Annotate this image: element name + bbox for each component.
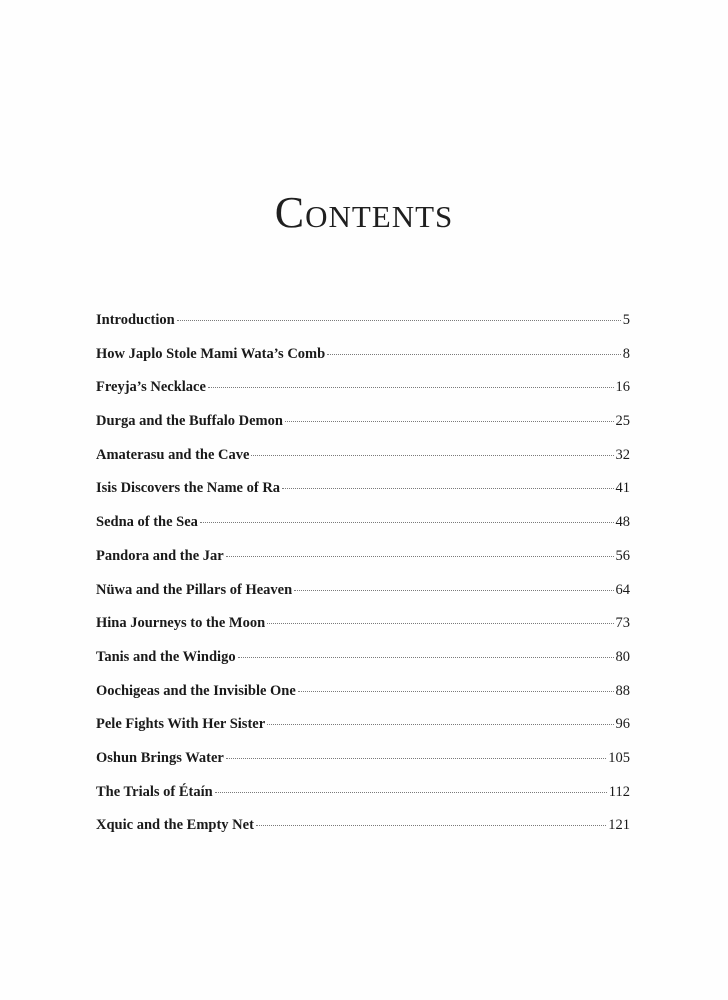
toc-entry-title: Pandora and the Jar [96, 547, 224, 564]
toc-entry-title: Xquic and the Empty Net [96, 817, 254, 834]
toc-entry [96, 817, 630, 851]
dot-leader [238, 657, 614, 658]
toc-entry-title: Amaterasu and the Cave [96, 446, 250, 463]
toc-entry-page-number: 64 [615, 581, 630, 598]
toc-entry [96, 548, 630, 582]
toc-entry-title: Sedna of the Sea [96, 514, 198, 531]
toc-entry-page-number: 73 [615, 615, 630, 632]
toc-entry [96, 683, 630, 717]
dot-leader [298, 691, 614, 692]
toc-entry [96, 346, 630, 380]
toc-entry-page-number: 16 [615, 379, 630, 396]
toc-entry [96, 480, 630, 514]
page-title: Contents [274, 188, 454, 238]
toc-entry-title: Oshun Brings Water [96, 749, 224, 766]
dot-leader [226, 758, 606, 759]
toc-entry [96, 312, 630, 346]
dot-leader [267, 724, 613, 725]
toc-entry-page-number: 105 [608, 749, 630, 766]
toc-entry-page-number: 88 [615, 682, 630, 699]
toc-entry-title: Oochigeas and the Invisible One [96, 682, 296, 699]
toc-entry [96, 615, 630, 649]
toc-entry-page-number: 56 [615, 547, 630, 564]
toc-entry-page-number: 48 [615, 514, 630, 531]
dot-leader [215, 792, 607, 793]
dot-leader [208, 387, 614, 388]
toc-entry-title: How Japlo Stole Mami Wata’s Comb [96, 345, 326, 362]
dot-leader [282, 488, 613, 489]
toc-entry [96, 716, 630, 750]
toc-entry-title: The Trials of Étaín [96, 783, 213, 800]
dot-leader [285, 421, 614, 422]
toc-entry-page-number: 32 [615, 446, 630, 463]
dot-leader [267, 623, 613, 624]
toc-entry-title: Hina Journeys to the Moon [96, 615, 266, 632]
toc-entry-title: Durga and the Buffalo Demon [96, 413, 283, 430]
toc-entry-page-number: 25 [615, 413, 630, 430]
toc-entry-title: Freyja’s Necklace [96, 379, 206, 396]
dot-leader [226, 556, 614, 557]
toc-entry [96, 413, 630, 447]
toc-entry-page-number: 41 [615, 480, 630, 497]
toc-entry-page-number: 112 [608, 783, 630, 800]
toc-entry-title: Introduction [96, 312, 175, 328]
toc-entry [96, 649, 630, 683]
toc-entry [96, 582, 630, 616]
toc-entry [96, 447, 630, 481]
toc-entry-title: Pele Fights With Her Sister [96, 716, 266, 733]
toc-entry-page-number: 96 [615, 716, 630, 733]
dot-leader [327, 354, 621, 355]
toc-entry-page-number: 121 [608, 817, 630, 834]
toc-entry [96, 750, 630, 784]
toc-entry-page-number: 5 [622, 312, 630, 328]
dot-leader [251, 455, 613, 456]
dot-leader [256, 825, 606, 826]
toc-entry [96, 784, 630, 818]
dot-leader [294, 590, 613, 591]
toc-entry-page-number: 80 [615, 648, 630, 665]
toc-entry [96, 379, 630, 413]
dot-leader [200, 522, 614, 523]
toc-entry-page-number: 8 [622, 345, 630, 362]
toc-entry [96, 514, 630, 548]
toc-entry-title: Tanis and the Windigo [96, 648, 236, 665]
table-of-contents [96, 312, 630, 851]
toc-entry-title: Isis Discovers the Name of Ra [96, 480, 281, 497]
dot-leader [177, 320, 621, 321]
toc-entry-title: Nüwa and the Pillars of Heaven [96, 581, 293, 598]
